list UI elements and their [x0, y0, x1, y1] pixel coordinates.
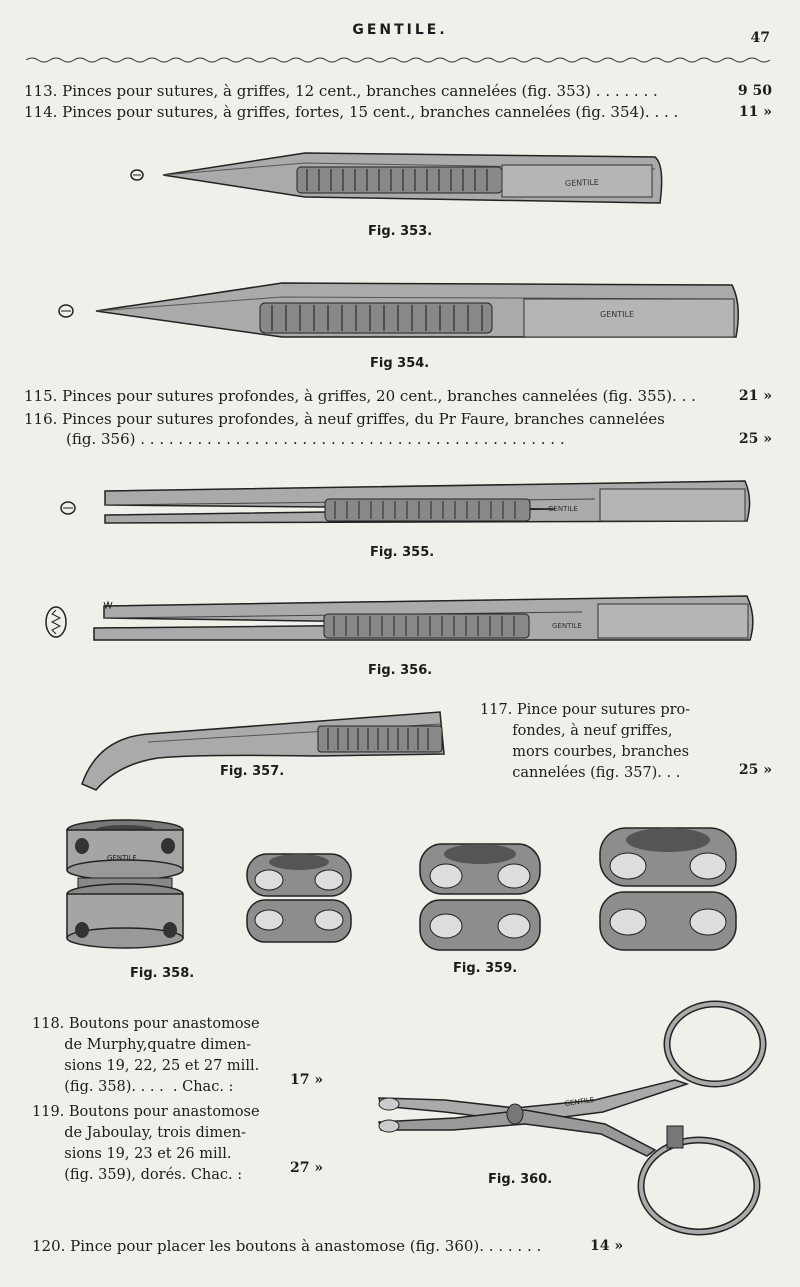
maker-mark-360: GENTILE — [564, 1095, 595, 1108]
header-wavy-rule — [26, 56, 774, 64]
item-117-price: 25 » — [738, 762, 772, 778]
page-number: 47 — [750, 30, 770, 46]
forceps-356-illustration — [42, 592, 757, 652]
item-120-text: 120. Pince pour placer les boutons à anastomose (fig. 360). . . . . . . — [32, 1237, 542, 1255]
maker-mark-356: GENTILE — [552, 622, 582, 630]
item-118-text: 118. Boutons pour anastomose de Murphy,quatre dimen- sions 19, 22, 25 et 27 mill. (fig. 358). . . . . Chac. : — [32, 1016, 260, 1095]
item-116-price: 25 » — [738, 431, 772, 447]
fig-358-caption: Fig. 358. — [130, 966, 195, 981]
fig-356-caption: Fig. 356. — [368, 663, 433, 678]
fig-360-caption: Fig. 360. — [488, 1172, 553, 1187]
forceps-357-illustration — [78, 708, 450, 798]
item-116-text-line1: 116. Pinces pour sutures profondes, à neuf griffes, du Pr Faure, branches cannelées — [24, 410, 665, 428]
item-118-price: 17 » — [290, 1072, 324, 1088]
item-114-text: 114. Pinces pour sutures, à griffes, fortes, 15 cent., branches cannelées (fig. 354). . . . — [24, 103, 679, 121]
fig-353-caption: Fig. 353. — [368, 224, 433, 239]
forceps-355-illustration — [55, 475, 755, 530]
item-117-text: 117. Pince pour sutures pro- fondes, à neuf griffes, mors courbes, branches cannelées (fig. 357). . . — [480, 702, 691, 781]
maker-mark-358: GENTILE — [107, 854, 137, 862]
forceps-353-illustration — [125, 145, 670, 213]
maker-mark-355: GENTILE — [548, 505, 578, 513]
forceps-354-illustration — [52, 275, 747, 345]
maker-mark-354: GENTILE — [600, 310, 634, 319]
item-119-text: 119. Boutons pour anastomose de Jaboulay, trois dimen- sions 19, 23 et 26 mill. (fig. 359), dorés. Chac. : — [32, 1104, 260, 1183]
fig-354-caption: Fig 354. — [370, 356, 430, 371]
fig-359-caption: Fig. 359. — [453, 961, 518, 976]
item-114-price: 11 » — [738, 104, 772, 120]
maker-mark-353: GENTILE — [564, 177, 600, 188]
fig-357-caption: Fig. 357. — [220, 764, 285, 779]
item-113-price: 9 50 — [737, 83, 772, 99]
item-120-price: 14 » — [590, 1238, 624, 1254]
jaboulay-button-medium-illustration — [418, 838, 544, 956]
anastomosis-forceps-360-illustration — [375, 1000, 770, 1238]
item-115-text: 115. Pinces pour sutures profondes, à griffes, 20 cent., branches cannelées (fig. 355). . . — [24, 387, 696, 405]
item-119-price: 27 » — [290, 1160, 324, 1176]
fig-355-caption: Fig. 355. — [370, 545, 435, 560]
page-header-title: GENTILE. — [352, 22, 448, 38]
jaboulay-button-small-illustration — [245, 848, 355, 946]
murphy-button-358-illustration — [60, 818, 190, 954]
item-115-price: 21 » — [738, 388, 772, 404]
item-113-text: 113. Pinces pour sutures, à griffes, 12 cent., branches cannelées (fig. 353) . . . . . . . — [24, 82, 658, 100]
jaboulay-button-large-illustration — [598, 822, 740, 954]
item-116-text-line2: (fig. 356) . . . . . . . . . . . . . . . . . . . . . . . . . . . . . . . . . . . . . . . . . . . . . — [66, 430, 565, 448]
